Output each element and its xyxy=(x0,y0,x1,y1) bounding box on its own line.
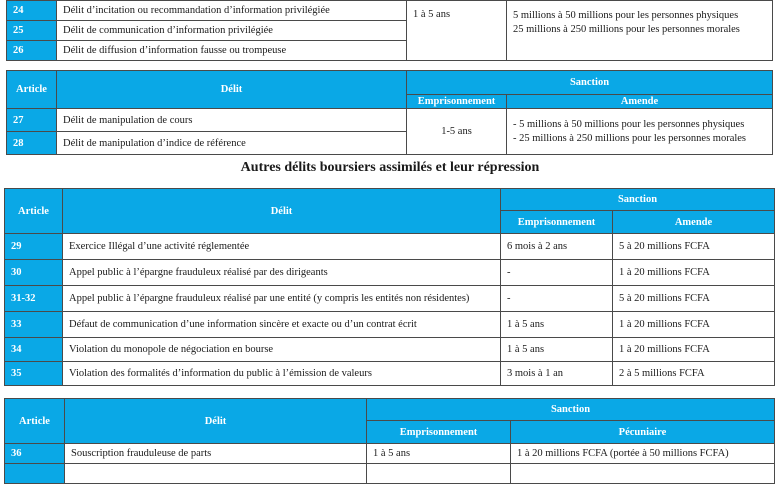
offense-cell: Appel public à l’épargne frauduleux réalisé par une entité (y compris les entités non résidentes) xyxy=(63,286,501,312)
article-number: 35 xyxy=(5,362,63,386)
fine-cell: 5 à 20 millions FCFA xyxy=(613,234,775,260)
header-offense: Délit xyxy=(65,399,367,444)
offense-cell: Violation des formalités d’information du public à l’émission de valeurs xyxy=(63,362,501,386)
header-sanction: Sanction xyxy=(501,189,775,211)
imprisonment-cell: 1 à 5 ans xyxy=(407,1,507,61)
imprisonment-cell: 3 mois à 1 an xyxy=(501,362,613,386)
fine-cell: 1 à 20 millions FCFA xyxy=(613,260,775,286)
offense-cell: Violation du monopole de négociation en bourse xyxy=(63,338,501,362)
table-fraudulent-subscription xyxy=(4,398,775,484)
article-number: 28 xyxy=(7,132,57,155)
fine-line: 25 millions à 250 millions pour les personnes morales xyxy=(513,24,740,35)
imprisonment-cell: - xyxy=(501,260,613,286)
header-article: Article xyxy=(7,71,57,109)
imprisonment-cell: 1-5 ans xyxy=(407,109,507,155)
offense-cell: Délit de manipulation d’indice de référence xyxy=(57,132,407,155)
offense-cell: Délit de diffusion d’information fausse ou trompeuse xyxy=(57,41,407,61)
imprisonment-cell: - xyxy=(501,286,613,312)
header-article: Article xyxy=(5,189,63,234)
article-number: 34 xyxy=(5,338,63,362)
article-number: 29 xyxy=(5,234,63,260)
article-number: 36 xyxy=(5,444,65,464)
offense-cell: Délit d’incitation ou recommandation d’information privilégiée xyxy=(57,1,407,21)
header-sanction: Sanction xyxy=(407,71,773,95)
header-offense: Délit xyxy=(57,71,407,109)
table-row xyxy=(5,444,775,464)
pecuniary-cell: 1 à 20 millions FCFA (portée à 50 millions FCFA) xyxy=(511,444,775,464)
article-number: 26 xyxy=(7,41,57,61)
fine-line: - 25 millions à 250 millions pour les personnes morales xyxy=(513,132,747,144)
article-number xyxy=(5,464,65,484)
offense-cell: Appel public à l’épargne frauduleux réalisé par des dirigeants xyxy=(63,260,501,286)
table-row xyxy=(7,1,773,21)
article-number: 30 xyxy=(5,260,63,286)
table-row xyxy=(7,109,773,132)
table-other-offenses xyxy=(4,188,775,386)
header-imprisonment: Emprisonnement xyxy=(407,95,507,109)
section-title: Autres délits boursiers assimilés et leur répression xyxy=(240,160,540,175)
offense-cell: Défaut de communication d’une information sincère et exacte ou d’un contrat écrit xyxy=(63,312,501,338)
article-number: 25 xyxy=(7,21,57,41)
imprisonment-cell: 1 à 5 ans xyxy=(367,444,511,464)
offense-cell: Délit de manipulation de cours xyxy=(57,109,407,132)
fine-cell xyxy=(507,1,773,61)
header-fine: Amende xyxy=(507,95,773,109)
table-insider-offenses xyxy=(6,0,773,61)
header-pecuniary: Pécuniaire xyxy=(511,421,775,444)
pecuniary-cell xyxy=(511,464,775,484)
offense-cell: Exercice Illégal d’une activité réglementée xyxy=(63,234,501,260)
table-row xyxy=(5,338,775,362)
table-manipulation-offenses xyxy=(6,70,773,155)
table-row xyxy=(5,260,775,286)
header-imprisonment: Emprisonnement xyxy=(501,211,613,234)
table-row xyxy=(5,234,775,260)
table-row xyxy=(5,312,775,338)
fine-cell: 2 à 5 millions FCFA xyxy=(613,362,775,386)
fine-line: - 5 millions à 50 millions pour les personnes physiques xyxy=(513,118,745,130)
header-sanction: Sanction xyxy=(367,399,775,421)
table-row xyxy=(5,286,775,312)
article-number: 27 xyxy=(7,109,57,132)
imprisonment-cell xyxy=(367,464,511,484)
article-number: 24 xyxy=(7,1,57,21)
fine-cell: 1 à 20 millions FCFA xyxy=(613,312,775,338)
imprisonment-cell: 6 mois à 2 ans xyxy=(501,234,613,260)
header-fine: Amende xyxy=(613,211,775,234)
article-number: 33 xyxy=(5,312,63,338)
imprisonment-cell: 1 à 5 ans xyxy=(501,312,613,338)
header-offense: Délit xyxy=(63,189,501,234)
table-row xyxy=(5,362,775,386)
offense-cell: Souscription frauduleuse de parts xyxy=(65,444,367,464)
fine-cell xyxy=(507,109,773,155)
offense-cell xyxy=(65,464,367,484)
header-imprisonment: Emprisonnement xyxy=(367,421,511,444)
fine-cell: 5 à 20 millions FCFA xyxy=(613,286,775,312)
offense-cell: Délit de communication d’information privilégiée xyxy=(57,21,407,41)
fine-line: 5 millions à 50 millions pour les personnes physiques xyxy=(513,10,739,21)
imprisonment-cell: 1 à 5 ans xyxy=(501,338,613,362)
fine-cell: 1 à 20 millions FCFA xyxy=(613,338,775,362)
table-row xyxy=(5,464,775,484)
article-number: 31-32 xyxy=(5,286,63,312)
header-article: Article xyxy=(5,399,65,444)
